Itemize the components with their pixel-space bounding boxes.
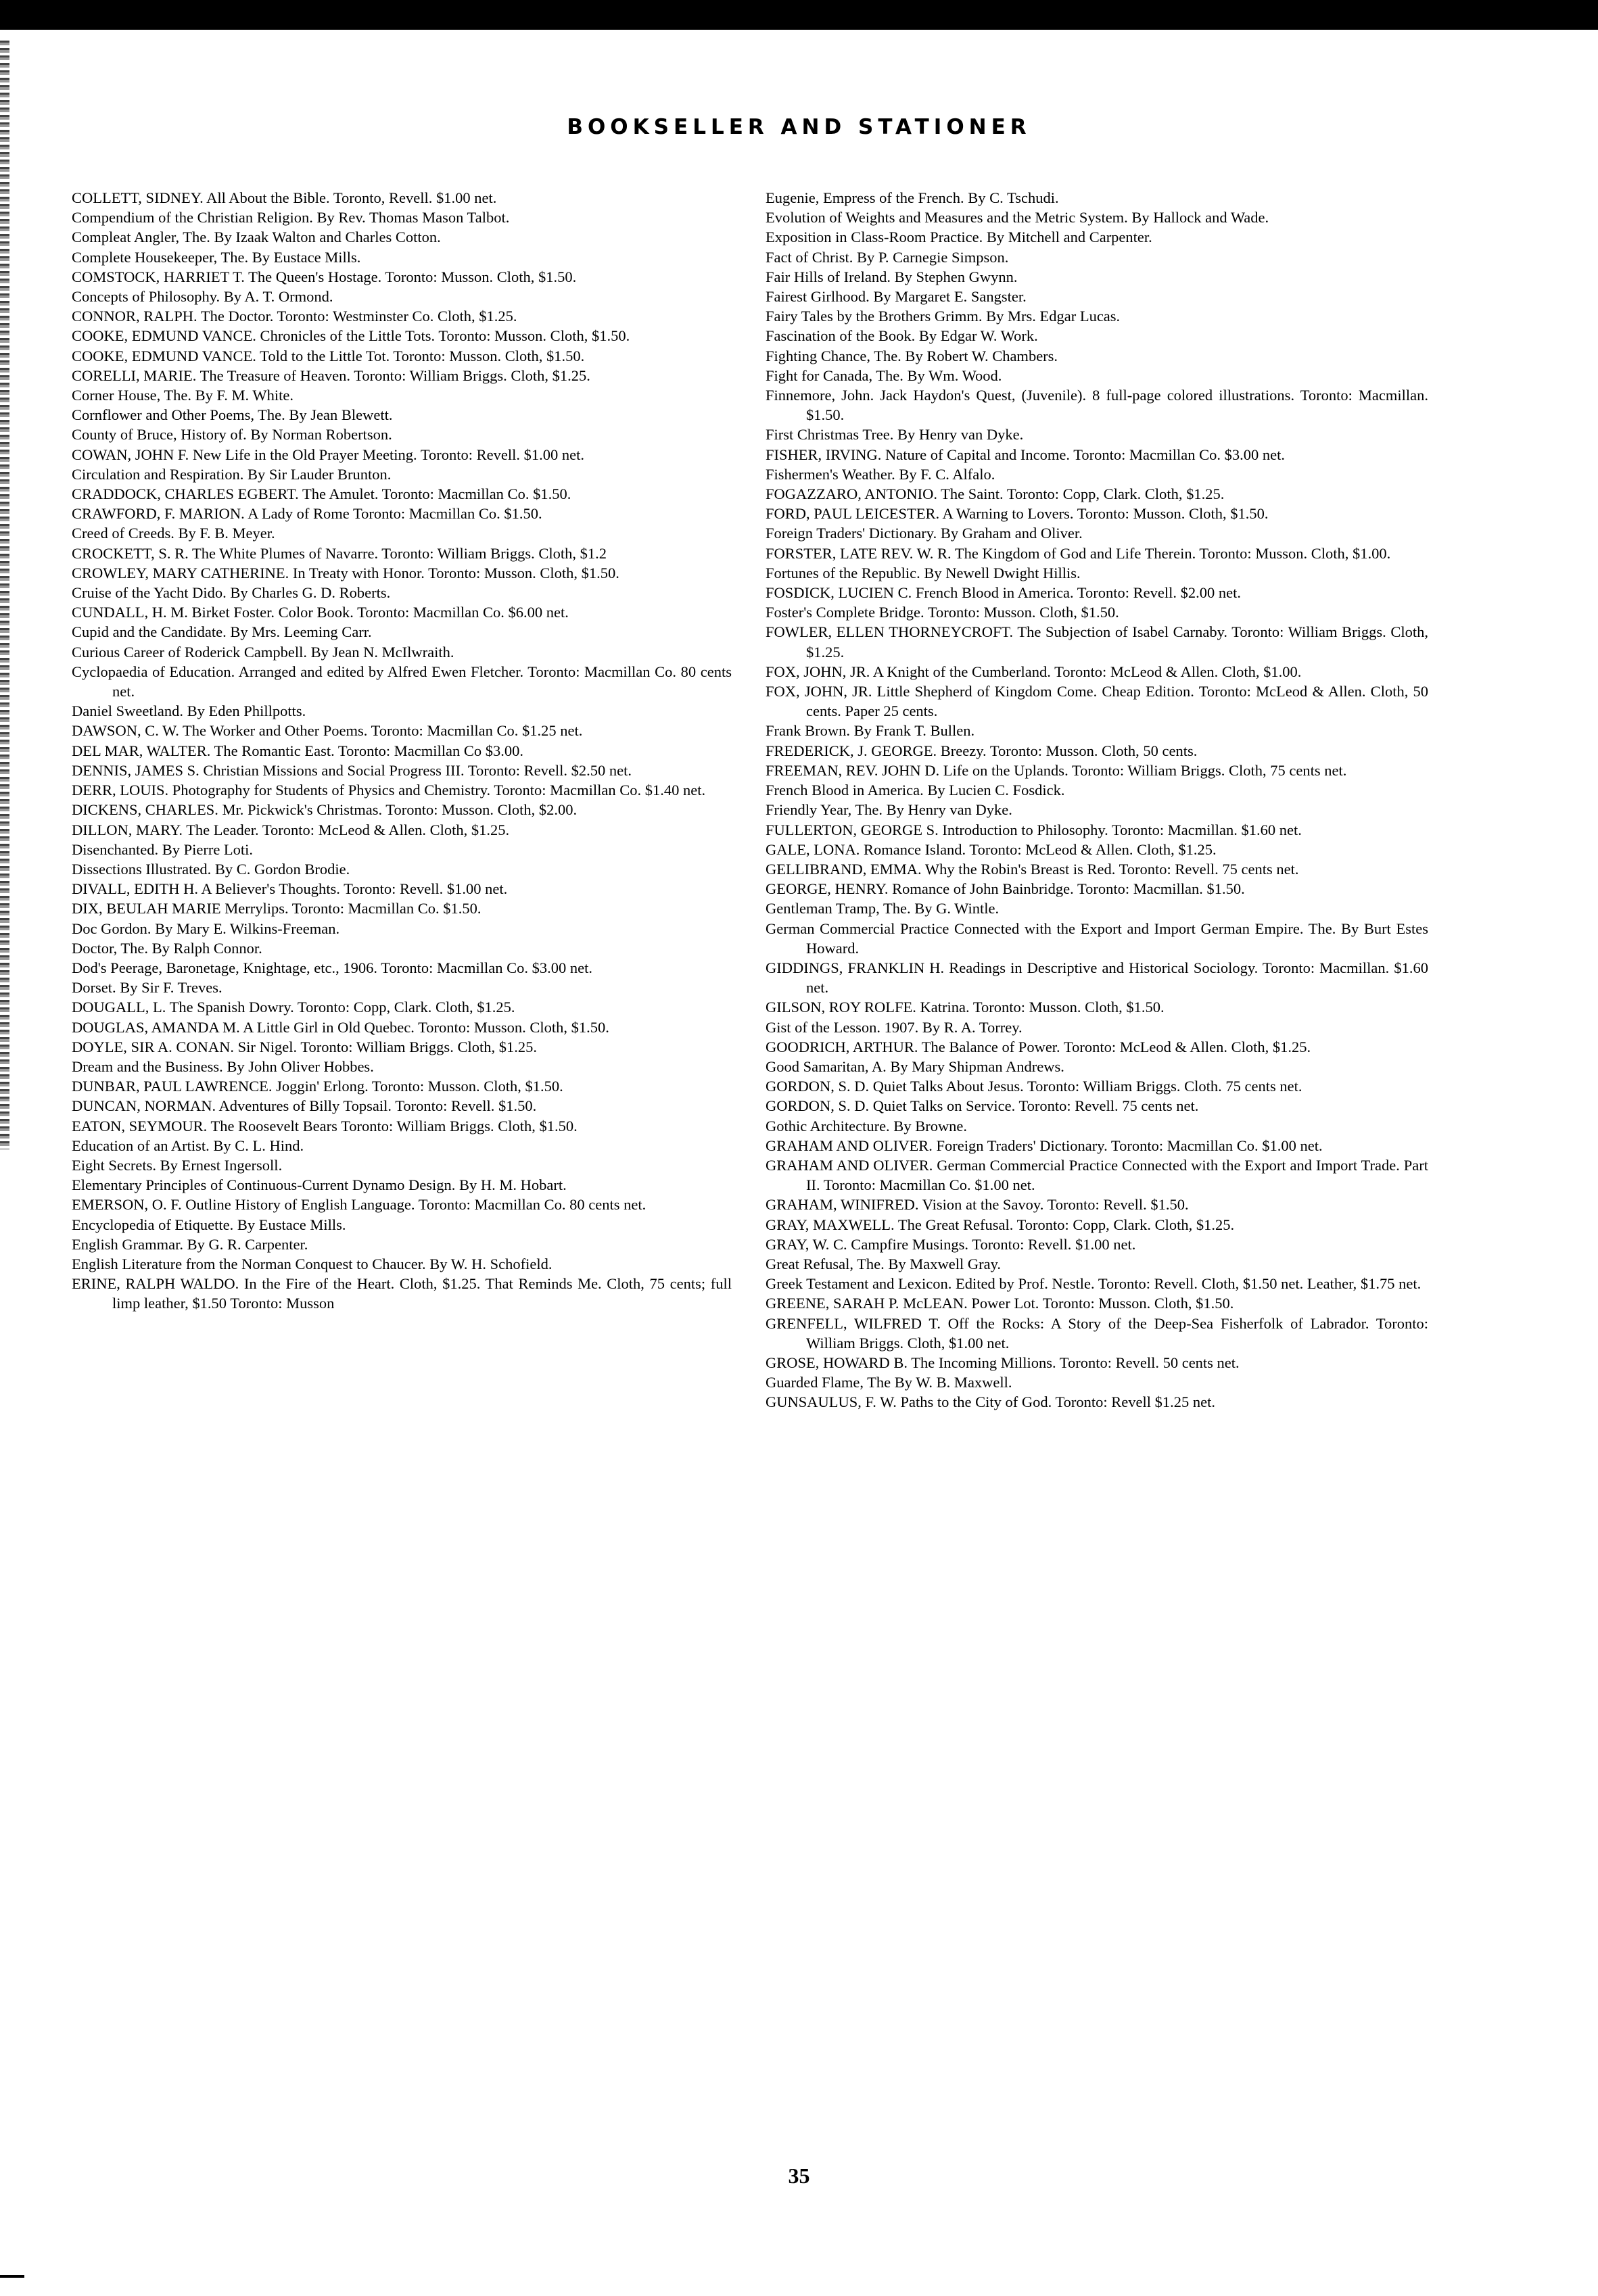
- catalog-entry: Dissections Illustrated. By C. Gordon Brodie.: [72, 860, 350, 878]
- catalog-entry: Complete Housekeeper, The. By Eustace Mills.: [72, 248, 361, 266]
- catalog-entry: Fact of Christ. By P. Carnegie Simpson.: [766, 248, 1009, 266]
- catalog-entry: Corner House, The. By F. M. White.: [72, 387, 293, 404]
- catalog-entry: Encyclopedia of Etiquette. By Eustace Mills.: [72, 1216, 346, 1233]
- catalog-entry: DOYLE, SIR A. CONAN. Sir Nigel. Toronto: William Briggs. Cloth, $1.25.: [72, 1038, 537, 1055]
- catalog-entry: Finnemore, John. Jack Haydon's Quest, (Juvenile). 8 full-page colored illustrations. Toronto: Macmillan. $1.50.: [766, 387, 1428, 424]
- catalog-entry: Eight Secrets. By Ernest Ingersoll.: [72, 1156, 283, 1174]
- catalog-entry: Gothic Architecture. By Browne.: [766, 1117, 968, 1134]
- catalog-entry: FORD, PAUL LEICESTER. A Warning to Lovers. Toronto: Musson. Cloth, $1.50.: [766, 505, 1269, 523]
- top-border-bar: [0, 0, 1598, 30]
- catalog-entry: Dorset. By Sir F. Treves.: [72, 979, 222, 997]
- catalog-entry: GRAY, W. C. Campfire Musings. Toronto: Revell. $1.00 net.: [766, 1235, 1136, 1253]
- catalog-entry: Fight for Canada, The. By Wm. Wood.: [766, 366, 1002, 384]
- catalog-entry: DILLON, MARY. The Leader. Toronto: McLeod & Allen. Cloth, $1.25.: [72, 821, 510, 838]
- scan-binding-edge: [0, 41, 9, 1149]
- catalog-entry: Doctor, The. By Ralph Connor.: [72, 939, 262, 957]
- catalog-entry: FOSDICK, LUCIEN C. French Blood in America. Toronto: Revell. $2.00 net.: [766, 584, 1241, 602]
- catalog-entry: Fairy Tales by the Brothers Grimm. By Mrs. Edgar Lucas.: [766, 308, 1121, 325]
- catalog-entry: Disenchanted. By Pierre Loti.: [72, 840, 254, 858]
- catalog-entry: COMSTOCK, HARRIET T. The Queen's Hostage. Toronto: Musson. Cloth, $1.50.: [72, 268, 577, 285]
- catalog-entry: COLLETT, SIDNEY. All About the Bible. Toronto, Revell. $1.00 net.: [72, 189, 497, 206]
- catalog-entry: Daniel Sweetland. By Eden Phillpotts.: [72, 702, 306, 720]
- catalog-entry: GEORGE, HENRY. Romance of John Bainbridge. Toronto: Macmillan. $1.50.: [766, 880, 1245, 898]
- catalog-entry: County of Bruce, History of. By Norman Robertson.: [72, 426, 392, 444]
- catalog-entry: CRAWFORD, F. MARION. A Lady of Rome Toronto: Macmillan Co. $1.50.: [72, 505, 542, 523]
- catalog-entry: FOWLER, ELLEN THORNEYCROFT. The Subjection of Isabel Carnaby. Toronto: William Briggs. Cloth, $1.25.: [766, 623, 1428, 661]
- catalog-entry: Guarded Flame, The By W. B. Maxwell.: [766, 1374, 1012, 1391]
- catalog-entry: Education of an Artist. By C. L. Hind.: [72, 1137, 304, 1154]
- catalog-entry: GALE, LONA. Romance Island. Toronto: McLeod & Allen. Cloth, $1.25.: [766, 840, 1217, 858]
- left-column: [72, 188, 732, 1314]
- catalog-entry: Compleat Angler, The. By Izaak Walton and Charles Cotton.: [72, 229, 441, 246]
- catalog-entry: GRENFELL, WILFRED T. Off the Rocks: A Story of the Deep-Sea Fisherfolk of Labrador. Toronto: William Briggs. Cloth, $1.00 net.: [766, 1314, 1428, 1352]
- catalog-entry: English Grammar. By G. R. Carpenter.: [72, 1235, 308, 1253]
- catalog-entry: German Commercial Practice Connected with the Export and Import German Empire. The. By Burt Estes Howard.: [766, 919, 1428, 957]
- catalog-entry: DUNCAN, NORMAN. Adventures of Billy Topsail. Toronto: Revell. $1.50.: [72, 1097, 537, 1115]
- catalog-entry: GORDON, S. D. Quiet Talks About Jesus. Toronto: William Briggs. Cloth. 75 cents net.: [766, 1078, 1302, 1095]
- catalog-entry: Evolution of Weights and Measures and the Metric System. By Hallock and Wade.: [766, 209, 1269, 226]
- catalog-entry: Dream and the Business. By John Oliver Hobbes.: [72, 1057, 374, 1075]
- catalog-entry: Compendium of the Christian Religion. By Rev. Thomas Mason Talbot.: [72, 209, 510, 226]
- catalog-entry: GROSE, HOWARD B. The Incoming Millions. Toronto: Revell. 50 cents net.: [766, 1354, 1240, 1371]
- catalog-entry: GOODRICH, ARTHUR. The Balance of Power. Toronto: McLeod & Allen. Cloth, $1.25.: [766, 1038, 1311, 1055]
- catalog-entry: Concepts of Philosophy. By A. T. Ormond.: [72, 288, 333, 306]
- catalog-entry: Gist of the Lesson. 1907. By R. A. Torrey.: [766, 1018, 1023, 1036]
- catalog-entry: CORELLI, MARIE. The Treasure of Heaven. Toronto: William Briggs. Cloth, $1.25.: [72, 366, 590, 384]
- catalog-entry: ERINE, RALPH WALDO. In the Fire of the Heart. Cloth, $1.25. That Reminds Me. Cloth, 75 cents; full limp leather, $1.50 Toronto: Musson: [72, 1275, 732, 1312]
- catalog-entry: DOUGALL, L. The Spanish Dowry. Toronto: Copp, Clark. Cloth, $1.25.: [72, 999, 515, 1016]
- catalog-entry: DIVALL, EDITH H. A Believer's Thoughts. Toronto: Revell. $1.00 net.: [72, 880, 508, 898]
- catalog-entry: Dod's Peerage, Baronetage, Knightage, etc., 1906. Toronto: Macmillan Co. $3.00 net.: [72, 959, 593, 976]
- catalog-entry: Cyclopaedia of Education. Arranged and edited by Alfred Ewen Fletcher. Toronto: Macmillan Co. 80 cents net.: [72, 663, 732, 700]
- catalog-entry: FREDERICK, J. GEORGE. Breezy. Toronto: Musson. Cloth, 50 cents.: [766, 742, 1198, 759]
- catalog-entry: CONNOR, RALPH. The Doctor. Toronto: Westminster Co. Cloth, $1.25.: [72, 308, 517, 325]
- catalog-entry: CROWLEY, MARY CATHERINE. In Treaty with Honor. Toronto: Musson. Cloth, $1.50.: [72, 564, 619, 581]
- catalog-entry: Frank Brown. By Frank T. Bullen.: [766, 722, 975, 740]
- catalog-entry: GREENE, SARAH P. McLEAN. Power Lot. Toronto: Musson. Cloth, $1.50.: [766, 1295, 1234, 1312]
- catalog-entry: French Blood in America. By Lucien C. Fosdick.: [766, 782, 1065, 799]
- catalog-entry: Curious Career of Roderick Campbell. By Jean N. McIlwraith.: [72, 643, 454, 661]
- catalog-entry: Good Samaritan, A. By Mary Shipman Andrews.: [766, 1057, 1064, 1075]
- catalog-entry: Fairest Girlhood. By Margaret E. Sangster.: [766, 288, 1027, 306]
- catalog-entry: Foster's Complete Bridge. Toronto: Musson. Cloth, $1.50.: [766, 604, 1119, 621]
- catalog-entry: GRAY, MAXWELL. The Great Refusal. Toronto: Copp, Clark. Cloth, $1.25.: [766, 1216, 1235, 1233]
- catalog-entry: Foreign Traders' Dictionary. By Graham and Oliver.: [766, 525, 1083, 542]
- catalog-entry: GRAHAM AND OLIVER. Foreign Traders' Dictionary. Toronto: Macmillan Co. $1.00 net.: [766, 1137, 1323, 1154]
- catalog-entry: Fishermen's Weather. By F. C. Alfalo.: [766, 465, 995, 483]
- catalog-entry: DUNBAR, PAUL LAWRENCE. Joggin' Erlong. Toronto: Musson. Cloth, $1.50.: [72, 1078, 563, 1095]
- catalog-entry: Doc Gordon. By Mary E. Wilkins-Freeman.: [72, 919, 340, 937]
- catalog-entry: DAWSON, C. W. The Worker and Other Poems. Toronto: Macmillan Co. $1.25 net.: [72, 722, 583, 740]
- right-column: [766, 188, 1428, 1412]
- catalog-entry: Cornflower and Other Poems, The. By Jean Blewett.: [72, 406, 393, 424]
- catalog-entry: DENNIS, JAMES S. Christian Missions and Social Progress III. Toronto: Revell. $2.50 net.: [72, 761, 632, 779]
- catalog-entry: FISHER, IRVING. Nature of Capital and Income. Toronto: Macmillan Co. $3.00 net.: [766, 446, 1285, 463]
- catalog-entry: GIDDINGS, FRANKLIN H. Readings in Descriptive and Historical Sociology. Toronto: Macmillan. $1.60 net.: [766, 959, 1428, 997]
- catalog-entry: GUNSAULUS, F. W. Paths to the City of God. Toronto: Revell $1.25 net.: [766, 1393, 1215, 1411]
- catalog-entry: FOX, JOHN, JR. A Knight of the Cumberland. Toronto: McLeod & Allen. Cloth, $1.00.: [766, 663, 1302, 680]
- catalog-entry: GORDON, S. D. Quiet Talks on Service. Toronto: Revell. 75 cents net.: [766, 1097, 1199, 1115]
- catalog-entry: FOX, JOHN, JR. Little Shepherd of Kingdom Come. Cheap Edition. Toronto: McLeod & Allen. Cloth, 50 cents. Paper 25 cents.: [766, 683, 1428, 720]
- catalog-entry: GELLIBRAND, EMMA. Why the Robin's Breast is Red. Toronto: Revell. 75 cents net.: [766, 860, 1299, 878]
- catalog-entry: Greek Testament and Lexicon. Edited by Prof. Nestle. Toronto: Revell. Cloth, $1.50 net. Leather, $1.75 net.: [766, 1275, 1421, 1293]
- catalog-entry: Exposition in Class-Room Practice. By Mitchell and Carpenter.: [766, 229, 1152, 246]
- catalog-entry: DIX, BEULAH MARIE Merrylips. Toronto: Macmillan Co. $1.50.: [72, 900, 481, 917]
- catalog-entry: EMERSON, O. F. Outline History of English Language. Toronto: Macmillan Co. 80 cents net.: [72, 1196, 647, 1214]
- catalog-entry: CUNDALL, H. M. Birket Foster. Color Book. Toronto: Macmillan Co. $6.00 net.: [72, 604, 569, 621]
- catalog-entry: GRAHAM, WINIFRED. Vision at the Savoy. Toronto: Revell. $1.50.: [766, 1196, 1189, 1214]
- catalog-entry: FORSTER, LATE REV. W. R. The Kingdom of God and Life Therein. Toronto: Musson. Cloth, $1.00.: [766, 544, 1391, 562]
- catalog-entry: FOGAZZARO, ANTONIO. The Saint. Toronto: Copp, Clark. Cloth, $1.25.: [766, 485, 1225, 503]
- catalog-entry: DEL MAR, WALTER. The Romantic East. Toronto: Macmillan Co $3.00.: [72, 742, 523, 759]
- page-header: BOOKSELLER AND STATIONER: [567, 115, 1031, 139]
- catalog-entry: Creed of Creeds. By F. B. Meyer.: [72, 525, 275, 542]
- catalog-entry: Circulation and Respiration. By Sir Lauder Brunton.: [72, 465, 392, 483]
- catalog-entry: Great Refusal, The. By Maxwell Gray.: [766, 1255, 1002, 1272]
- catalog-entry: FULLERTON, GEORGE S. Introduction to Philosophy. Toronto: Macmillan. $1.60 net.: [766, 821, 1302, 838]
- page-number: 35: [788, 2163, 810, 2188]
- catalog-entry: English Literature from the Norman Conquest to Chaucer. By W. H. Schofield.: [72, 1255, 553, 1272]
- catalog-entry: Fighting Chance, The. By Robert W. Chambers.: [766, 347, 1058, 364]
- catalog-entry: EATON, SEYMOUR. The Roosevelt Bears Toronto: William Briggs. Cloth, $1.50.: [72, 1117, 578, 1134]
- catalog-entry: Gentleman Tramp, The. By G. Wintle.: [766, 900, 1000, 917]
- catalog-entry: DOUGLAS, AMANDA M. A Little Girl in Old Quebec. Toronto: Musson. Cloth, $1.50.: [72, 1018, 609, 1036]
- catalog-entry: GRAHAM AND OLIVER. German Commercial Practice Connected with the Export and Import Trade. Part II. Toronto: Macmillan Co. $1.00 net.: [766, 1156, 1428, 1194]
- catalog-entry: First Christmas Tree. By Henry van Dyke.: [766, 426, 1024, 444]
- catalog-entry: Friendly Year, The. By Henry van Dyke.: [766, 801, 1012, 819]
- catalog-entry: Fortunes of the Republic. By Newell Dwight Hillis.: [766, 564, 1081, 581]
- catalog-entry: Fair Hills of Ireland. By Stephen Gwynn.: [766, 268, 1018, 285]
- catalog-entry: Elementary Principles of Continuous-Current Dynamo Design. By H. M. Hobart.: [72, 1176, 567, 1194]
- catalog-entry: Cruise of the Yacht Dido. By Charles G. D. Roberts.: [72, 584, 391, 602]
- catalog-entry: GILSON, ROY ROLFE. Katrina. Toronto: Musson. Cloth, $1.50.: [766, 999, 1165, 1016]
- catalog-entry: DERR, LOUIS. Photography for Students of Physics and Chemistry. Toronto: Macmillan Co. $1.40 net.: [72, 782, 706, 799]
- catalog-entry: COOKE, EDMUND VANCE. Told to the Little Tot. Toronto: Musson. Cloth, $1.50.: [72, 347, 585, 364]
- catalog-entry: FREEMAN, REV. JOHN D. Life on the Uplands. Toronto: William Briggs. Cloth, 75 cents net.: [766, 761, 1347, 779]
- catalog-entry: DICKENS, CHARLES. Mr. Pickwick's Christmas. Toronto: Musson. Cloth, $2.00.: [72, 801, 578, 819]
- catalog-entry: COOKE, EDMUND VANCE. Chronicles of the Little Tots. Toronto: Musson. Cloth, $1.50.: [72, 327, 630, 345]
- catalog-entry: Eugenie, Empress of the French. By C. Tschudi.: [766, 189, 1059, 206]
- catalog-entry: CRADDOCK, CHARLES EGBERT. The Amulet. Toronto: Macmillan Co. $1.50.: [72, 485, 571, 503]
- catalog-entry: CROCKETT, S. R. The White Plumes of Navarre. Toronto: William Briggs. Cloth, $1.2: [72, 544, 607, 562]
- catalog-entry: Cupid and the Candidate. By Mrs. Leeming Carr.: [72, 623, 372, 641]
- catalog-entry: COWAN, JOHN F. New Life in the Old Prayer Meeting. Toronto: Revell. $1.00 net.: [72, 446, 584, 463]
- catalog-entry: Fascination of the Book. By Edgar W. Work.: [766, 327, 1038, 345]
- corner-mark: [0, 2275, 24, 2278]
